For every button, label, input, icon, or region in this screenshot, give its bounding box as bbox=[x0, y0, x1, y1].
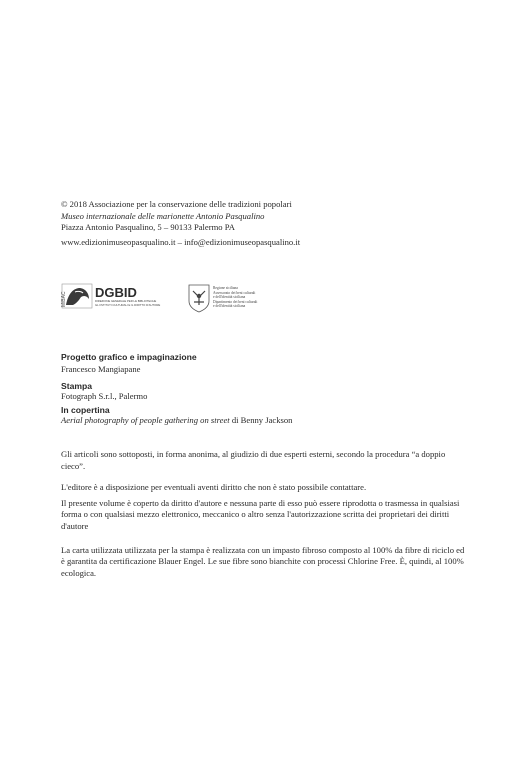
copyright-note: Il presente volume è coperto da diritto d'autore e nessuna parte di esso può essere riprodotta o trasmessa in qualsiasi forma o con qualsiasi mezzo elettronico, meccanico o altro senza l'autorizzazione scritta dei proprietari dei diritti d'autore bbox=[61, 497, 460, 531]
regione-line5: e dell'identità siciliana bbox=[213, 304, 246, 308]
credits-block bbox=[61, 352, 470, 427]
museum-name: Museo internazionale delle marionette Antonio Pasqualino bbox=[61, 210, 265, 221]
web-contacts: www.edizionimuseopasqualino.it – info@edizionimuseopasqualino.it bbox=[61, 236, 301, 247]
copyright-line: © 2018 Associazione per la conservazione delle tradizioni popolari bbox=[61, 199, 292, 209]
regione-line1: Regione siciliana bbox=[213, 286, 238, 290]
stampa-heading: Stampa bbox=[61, 380, 93, 391]
address: Piazza Antonio Pasqualino, 5 – 90133 Palermo PA bbox=[61, 222, 235, 233]
editore-note: L'editore è a disposizione per eventuali aventi diritto che non è stato possibile contattare. bbox=[61, 482, 367, 493]
paper-note: La carta utilizzata utilizzata per la stampa è realizzata con un impasto fibroso composto al 100% da fibre di riciclo ed è garantita da certificazione Blauer Engel. Le sue fibre sono bianchite con processi Chlorine Free. È, quindi, al 100% ecologica. bbox=[61, 544, 465, 578]
grafica-name: Francesco Mangiapane bbox=[61, 364, 141, 374]
dgbid-sub1: DIREZIONE GENERALE PER LE BIBLIOTECHE bbox=[95, 299, 157, 303]
dgbid-title: DGBID bbox=[95, 285, 137, 300]
regione-line3: e dell'identità siciliana bbox=[213, 295, 246, 299]
regione-line2: Assessorato dei beni culturali bbox=[213, 291, 256, 295]
copertina-caption bbox=[61, 415, 470, 427]
grafica-heading: Progetto grafico e impaginazione bbox=[61, 352, 197, 362]
regione-siciliana-logo bbox=[188, 283, 308, 313]
copertina-heading: In copertina bbox=[61, 405, 110, 416]
copertina-title: Aerial photography of people gathering on street bbox=[61, 415, 230, 426]
copertina-author: di Benny Jackson bbox=[229, 415, 293, 426]
dgbid-sub2: GLI ISTITUTI CULTURALI E IL DIRITTO D'AUTORE bbox=[95, 303, 161, 307]
regione-line4: Dipartimento dei beni culturali bbox=[213, 300, 258, 304]
stampa-name: Fotograph S.r.l., Palermo bbox=[61, 390, 148, 401]
copyright-block bbox=[61, 199, 470, 248]
dgbid-logo bbox=[62, 283, 180, 309]
mibac-label: MiBAC bbox=[61, 291, 67, 307]
peer-review-note: Gli articoli sono sottoposti, in forma anonima, al giudizio di due esperti esterni, secondo la procedura “a doppio cieco”. bbox=[61, 449, 446, 471]
notes-block bbox=[61, 449, 470, 579]
